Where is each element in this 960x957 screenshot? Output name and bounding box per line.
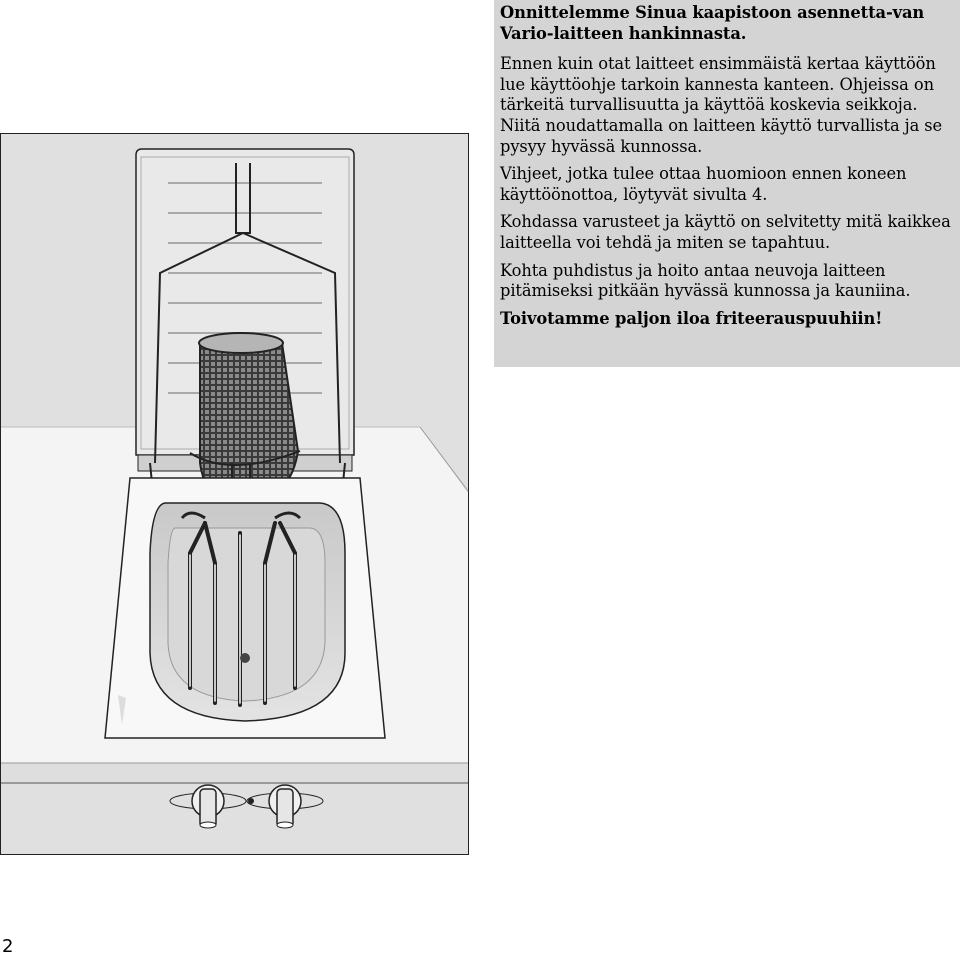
intro-paragraph-3: Kohdassa varusteet ja käyttö on selvitetty mitä kaikkea laitteella voi tehdä ja miten se tapahtuu. [500, 212, 951, 252]
page-number: 2 [2, 936, 14, 957]
oil-well [150, 503, 345, 721]
countertop-edge [1, 763, 468, 783]
deep-fryer-illustration [0, 133, 470, 855]
intro-title: Onnittelemme Sinua kaapistoon asennetta-van Vario-laitteen hankinnasta. [500, 3, 925, 43]
intro-paragraph-2: Vihjeet, jotka tulee ottaa huomioon ennen koneen käyttöönottoa, löytyvät sivulta 4. [500, 164, 907, 204]
drain-hole [240, 653, 250, 663]
intro-paragraph-4: Kohta puhdistus ja hoito antaa neuvoja laitteen pitämiseksi pitkään hyvässä kunnossa ja kauniina. [500, 260, 911, 301]
intro-text-box [494, 0, 960, 367]
intro-closing: Toivotamme paljon iloa friteerauspuuhiin! [500, 308, 883, 328]
intro-paragraph-1: Ennen kuin otat laitteet ensimmäistä kertaa käyttöön lue käyttöohje tarkoin kannesta kanteen. Ohjeissa on tärkeitä turvallisuutta ja käyttöä koskevia seikkoja. Niitä noudattamalla on laitteen käyttö turvallista ja se pysyy hyvässä kunnossa. [500, 54, 943, 156]
